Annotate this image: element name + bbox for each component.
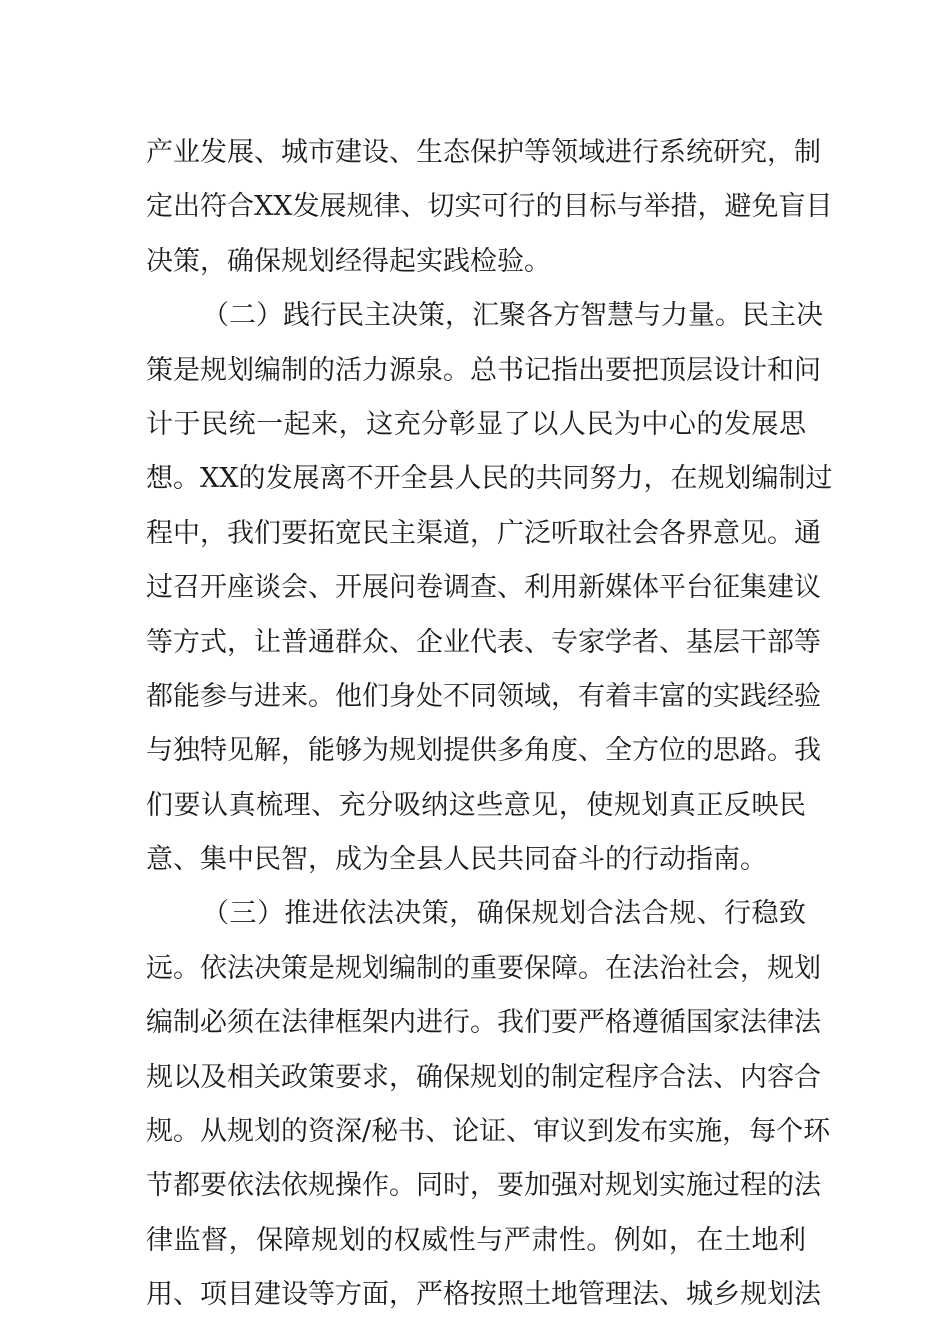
text-line: 定出符合XX发展规律、切实可行的目标与举措，避免盲目 bbox=[146, 191, 833, 223]
text-line: 想。XX的发展离不开全县人民的共同努力，在规划编制过 bbox=[146, 463, 833, 495]
text-line: 都能参与进来。他们身处不同领域，有着丰富的实践经验 bbox=[146, 680, 821, 712]
text-line: 等方式，让普通群众、企业代表、专家学者、基层干部等 bbox=[146, 626, 821, 658]
body-text bbox=[146, 126, 833, 1323]
text-line: 策是规划编制的活力源泉。总书记指出要把顶层设计和问 bbox=[146, 354, 821, 386]
text-line: 计于民统一起来，这充分彰显了以人民为中心的发展思 bbox=[146, 408, 806, 440]
text-line: 规。从规划的资深/秘书、论证、审议到发布实施，每个环 bbox=[146, 1116, 831, 1148]
text-line: 与独特见解，能够为规划提供多角度、全方位的思路。我 bbox=[146, 735, 821, 767]
text-line: 节都要依法依规操作。同时，要加强对规划实施过程的法 bbox=[146, 1170, 821, 1202]
text-line: 意、集中民智，成为全县人民共同奋斗的行动指南。 bbox=[146, 844, 767, 876]
text-line: 们要认真梳理、充分吸纳这些意见，使规划真正反映民 bbox=[146, 789, 806, 821]
text-line: 用、项目建设等方面，严格按照土地管理法、城乡规划法 bbox=[146, 1279, 821, 1311]
section-heading-line: （三）推进依法决策，确保规划合法合规、行稳致 bbox=[202, 898, 806, 930]
text-line: 远。依法决策是规划编制的重要保障。在法治社会，规划 bbox=[146, 952, 821, 984]
text-line: 产业发展、城市建设、生态保护等领域进行系统研究，制 bbox=[146, 137, 821, 168]
text-line: 过召开座谈会、开展问卷调查、利用新媒体平台征集建议 bbox=[146, 572, 821, 604]
text-line: 程中，我们要拓宽民主渠道，广泛听取社会各界意见。通 bbox=[146, 517, 821, 549]
text-line: 决策，确保规划经得起实践检验。 bbox=[146, 245, 551, 277]
section-heading-line: （二）践行民主决策，汇聚各方智慧与力量。民主决 bbox=[202, 300, 823, 332]
text-line: 编制必须在法律框架内进行。我们要严格遵循国家法律法 bbox=[146, 1007, 821, 1039]
text-line: 律监督，保障规划的权威性与严肃性。例如，在土地利 bbox=[146, 1224, 806, 1256]
text-line: 规以及相关政策要求，确保规划的制定程序合法、内容合 bbox=[146, 1061, 821, 1093]
